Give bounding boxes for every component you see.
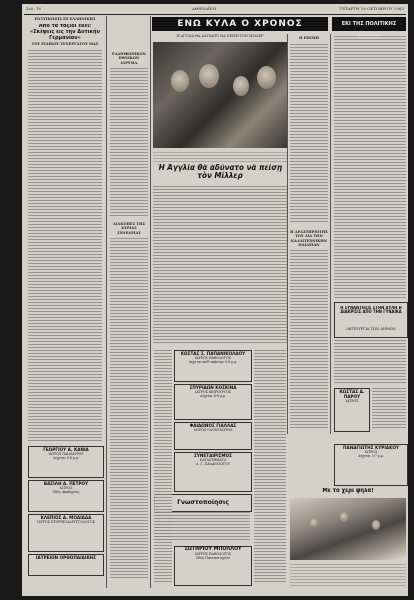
header-rule (24, 14, 406, 15)
boxed-sub-label: ΛΕΙΤΟΥΡΓΙΑ ΤΩΝ ΔΗΜΩΝ (346, 327, 396, 331)
ad-line: Δέχεται καθ' εκάστην 5-8 μ.μ. (188, 360, 238, 364)
boxed-title: Η ΣΥΝΑΝΤΗΣΙΣ ΣΤΗΝ ΑΥΛΗ Η ΔΙΑΚΡΙΣΙΣ ΑΠΟ ΤΗΝ ΓΥΝΑΙΚΑ (340, 306, 402, 315)
person-face (257, 66, 276, 89)
right-body-text (290, 44, 328, 224)
ad-line: ΙΑΤΡΟΣ ΠΑΘΟΛΟΓΟΣ (194, 356, 231, 360)
ad-box (28, 480, 104, 512)
ad-title: ΙΑΤΡΕΙΟΝ ΟΡΘΟΠΑΙΔΙΚΗΣ (35, 555, 97, 560)
notice-title: Γνωστοποίησις (177, 499, 229, 506)
ad-box (174, 452, 252, 492)
ad-title: ΚΛΕΠΙΟΣ Α. ΜΟΔΙΑΔΑ (40, 515, 92, 520)
far-right-body-text-2 (334, 340, 406, 384)
ad-title: ΠΑΝΑΓΙΩΤΗΣ ΚΥΡΙΑΚΟΥ (343, 445, 399, 450)
middle-body-text (110, 238, 148, 578)
ad-title: ΣΠΥΡΙΔΩΝ ΚΟΣΚΙΝΑ (189, 385, 237, 390)
person-face (372, 520, 380, 530)
left-headline: Από τα ταξίδι εκεί: «Σκέψεις εις την Δυτικήν Γερμανίαν» (30, 24, 100, 41)
ad-line: Δέχεται 6-8 μ.μ. (199, 394, 227, 398)
article-body-text (28, 50, 102, 442)
mid-small-text (154, 350, 172, 584)
banner-left: ΕΝΩ ΚΥΛΑ Ο ΧΡΟΝΟΣ (152, 17, 328, 31)
ad-title: ΣΩΤΗΡΙΟΥ ΜΠΟΛΛΟΥ (184, 547, 242, 552)
boxed-article (334, 302, 408, 338)
feature-photo (153, 42, 287, 148)
ad-box (28, 554, 104, 576)
right-subhead: Η ΔΡΑΣΤΗΡΙΟΤΗΣ ΤΟΥ ΔΙΑ ΤΗΝ ΚΑΛΛΙΤΕΧΝΙΚΗΝ ΠΑΙΔΕΙΑΝ (290, 230, 328, 247)
ad-line: ΙΑΤΡΟΣ (345, 399, 359, 403)
ad-box (28, 514, 104, 552)
ad-box (28, 446, 104, 478)
page-header (22, 4, 408, 14)
ad-box (334, 444, 408, 486)
ad-box (174, 350, 252, 382)
bottom-photo (290, 498, 406, 560)
right-body-text-2 (290, 250, 328, 430)
feature-body-text (153, 186, 287, 344)
ad-box (174, 546, 252, 586)
ad-line: Δέχεται 5-8 μ.μ. (52, 456, 80, 460)
ad-title: ΓΕΩΡΓΙΟΥ Α. ΚΑΝΙΑ (43, 447, 89, 452)
photo-caption-text (153, 152, 287, 162)
ad-title: ΣΥΝΕΤΑΙΡΙΣΜΟΣ (194, 453, 232, 458)
ad-title: ΚΩΣΤΑΣ Σ. ΠΑΠΑΝΙΚΟΛΑΟΥ (180, 351, 246, 356)
section-label: ΕΝΤΥΠΩΣΕΙΣ ΕΞ ΕΛΛΗΝΙΚΗΣ (34, 17, 96, 21)
column-divider (287, 34, 288, 434)
person-face (310, 518, 318, 528)
right-col-label: Η ΕΠΟΧΗ (298, 36, 320, 40)
ad-line: ΙΑΤΡΟΣ ΧΕΙΡΟΥΡΓΟΣ (195, 390, 231, 394)
masthead-mini: ΑΘΗΝΑΪΚΗ (192, 6, 217, 11)
left-subhead: ΤΟΥ ΕΙΔΙΚΟΥ ΣΥΝΕΡΓΑΤΟΥ ΜΑΣ (31, 42, 99, 46)
ad-title: ΚΩΣΤΑΣ Δ. ΠΑΡΟΥ (339, 389, 365, 399)
radio-program-text (110, 68, 148, 218)
middle-box-title: ΔΙΑΚΟΠΕΣ ΤΗΣ ΚΥΡΙΑΣ ΣΥΝΕΔΡΙΑΣ (112, 222, 146, 235)
column-divider (150, 16, 151, 588)
mid-right-text (254, 350, 286, 584)
ad-line: ΙΑΤΡΟΣ ΟΔΟΝΤΙΑΤΡΟΣ (193, 428, 233, 432)
ad-box (174, 422, 252, 450)
radio-box-title: ΡΑΔΙΟΦΩΝΙΚΟΝ ΕΘΝΙΚΟΝ ΙΔΡΥΜΑ (112, 52, 146, 65)
far-right-body-text (334, 36, 406, 298)
newspaper-page (22, 4, 408, 596)
person-face (199, 64, 219, 88)
ad-line: ΙΑΤΡΟΣ ΠΑΙΔΙΑΤΡΟΣ (48, 452, 84, 456)
photo-caption: Η ΑΓΓΛΙΑ ΘΑ ΑΔΥΝΑΤΟ ΝΑ ΠΕΙΣΗ ΤΟΝ ΜΙΛΛΕΡ (176, 34, 264, 38)
bottom-photo-headline: Μὲ τὸ χέρι ψηλά! (322, 488, 374, 494)
ad-line: ΚΑΤΑΣΤΗΜΑΤΑ (199, 458, 227, 462)
ad-title: ΒΑΣΙΛΗ Α. ΠΕΤΡΟΥ (43, 481, 89, 486)
ad-box (334, 388, 370, 432)
person-face (340, 512, 348, 522)
ad-line: ΙΑΤΡΟΣ ΩΤΟΡΙΝΟΛΑΡΥΓΓΟΛΟΓΟΣ (37, 520, 95, 524)
ad-line: Δέχεται 5-7 μ.μ. (357, 454, 385, 458)
page-number: Σελ. 16 (26, 6, 42, 11)
ad-line: ΙΑΤΡΟΣ (59, 486, 73, 490)
ad-line: ΙΑΤΡΟΣ (364, 450, 378, 454)
ad-line: ΙΑΤΡΟΣ ΠΑΘΟΛΟΓΟΣ (194, 552, 231, 556)
column-divider (330, 34, 331, 434)
issue-date: ΤΕΤΑΡΤΗ 16 ΟΚΤΩΒΡΙΟΥ 1963 (339, 6, 404, 11)
feature-headline: Ἡ Ἀγγλία θὰ ἀδύνατο νὰ πείσῃ τὸν Μίλλερ (157, 164, 283, 181)
ad-box (174, 384, 252, 420)
ad-line: Δ. Γ. ΠΑΛΑΙΟΛΟΓΟΥ (196, 462, 230, 466)
far-right-body-text-3 (372, 388, 406, 430)
ad-line: Οδός Πανεπιστημίου (195, 556, 231, 560)
person-face (171, 70, 189, 92)
person-face (233, 76, 249, 96)
ad-line: Οδός Ακαδημίας (52, 490, 80, 494)
bottom-photo-caption (290, 564, 406, 588)
banner-right: ΕΚΙ ΤΗΣ ΠΟΛΙΤΙΚΗΣ (332, 17, 406, 31)
ad-title: ΦΑΙΔΩΝΟΣ ΓΙΑΛΛΑΣ (189, 423, 237, 428)
column-divider (106, 16, 107, 588)
